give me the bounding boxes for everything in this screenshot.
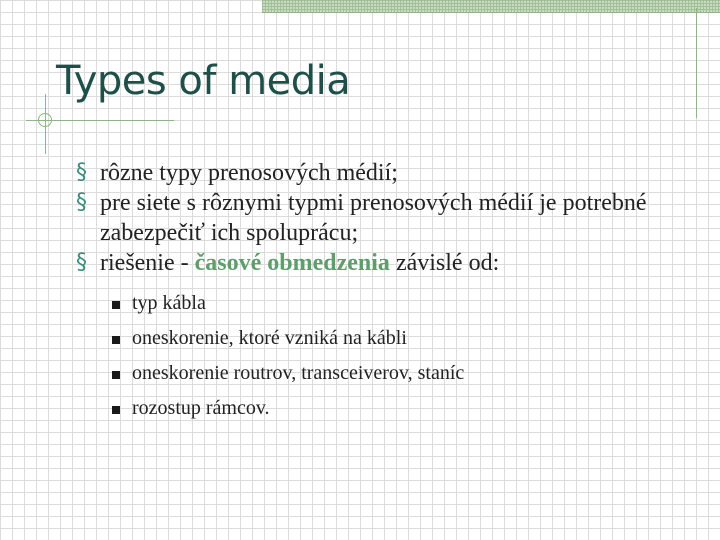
sub-bullet-text: rozostup rámcov. [132,397,270,419]
square-bullet-icon [112,371,120,379]
bullet-text-prefix: riešenie - [100,250,195,276]
sub-bullet-text: oneskorenie, ktoré vzniká na kábli [132,327,407,349]
decor-vertical-line [696,8,697,118]
sub-bullet-text: typ kábla [132,292,206,314]
square-bullet-icon: § [76,250,87,275]
bullet-item [76,188,676,248]
bullet-text: rôzne typy prenosových médií; [100,160,398,186]
top-decor-band [262,0,720,12]
square-bullet-icon [112,336,120,344]
sub-bullet-item [108,356,676,391]
bullet-text: pre siete s rôznymi typmi prenosových médií je potrebné zabezpečiť ich spoluprácu; [100,190,647,246]
decor-line [262,12,720,13]
slide-content [76,158,676,426]
sub-bullet-list [76,286,676,426]
bullet-item [76,158,676,188]
bullet-item [76,248,676,278]
crosshair-decor-icon [38,113,52,127]
sub-bullet-text: oneskorenie routrov, transceiverov, staníc [132,362,465,384]
square-bullet-icon [112,301,120,309]
bullet-highlight: časové obmedzenia [194,250,390,276]
sub-bullet-item [108,321,676,356]
square-bullet-icon: § [76,190,87,215]
square-bullet-icon [112,406,120,414]
slide-title: Types of media [56,58,351,104]
sub-bullet-item [108,286,676,321]
sub-bullet-item [108,391,676,426]
bullet-text-suffix: závislé od: [389,250,500,276]
square-bullet-icon: § [76,160,87,185]
